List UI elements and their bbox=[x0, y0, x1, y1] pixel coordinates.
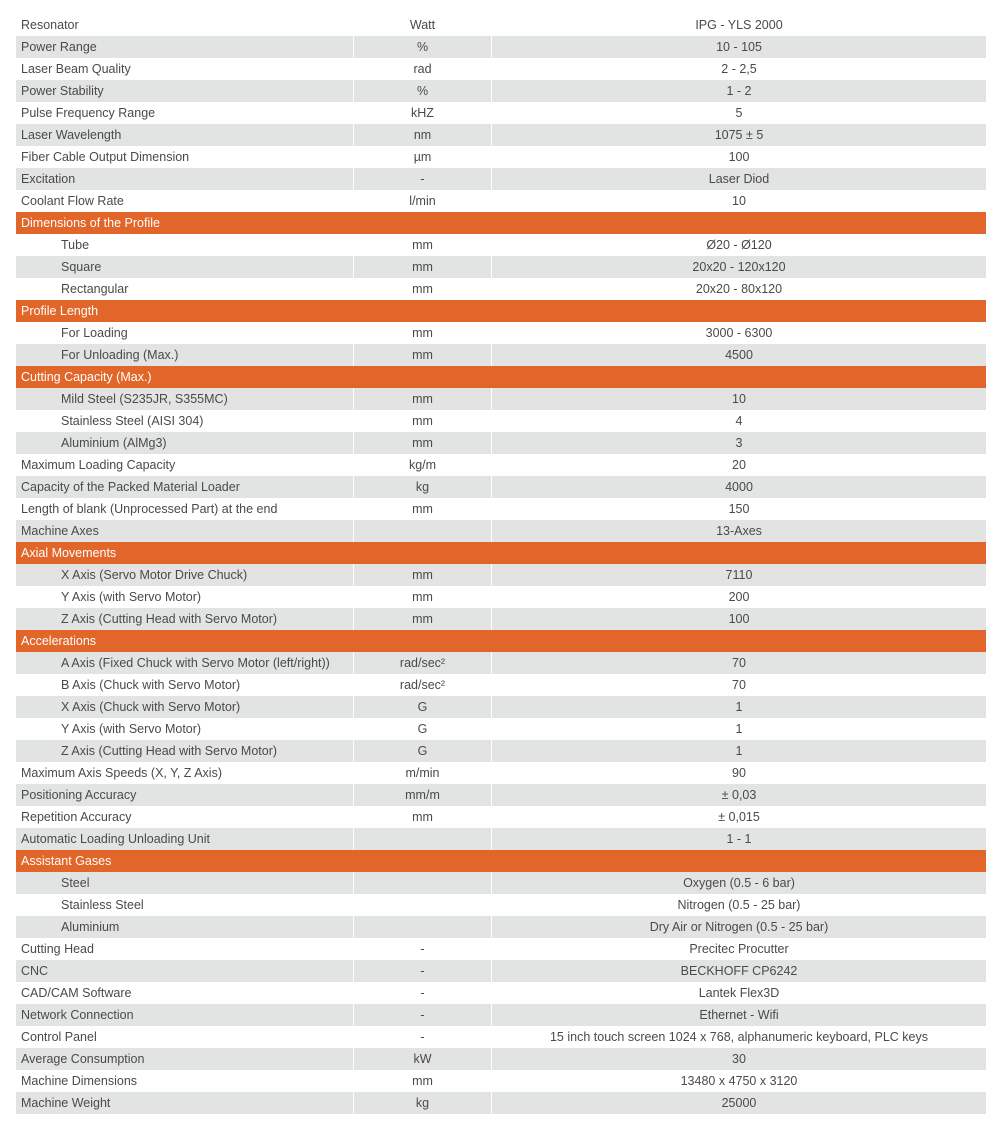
spec-value: 1 - 2 bbox=[492, 80, 986, 102]
spec-unit: - bbox=[354, 1026, 491, 1048]
spec-value: 15 inch touch screen 1024 x 768, alphanumeric keyboard, PLC keys bbox=[492, 1026, 986, 1048]
spec-label: Machine Axes bbox=[16, 520, 353, 542]
section-header bbox=[16, 630, 986, 652]
section-title: Accelerations bbox=[21, 634, 97, 648]
spec-subrow bbox=[16, 872, 986, 894]
spec-label: Stainless Steel (AISI 304) bbox=[16, 410, 353, 432]
spec-value: 70 bbox=[492, 674, 986, 696]
spec-row bbox=[16, 80, 986, 102]
spec-value: 20x20 - 120x120 bbox=[492, 256, 986, 278]
spec-label: Z Axis (Cutting Head with Servo Motor) bbox=[16, 608, 353, 630]
spec-label: Capacity of the Packed Material Loader bbox=[16, 476, 353, 498]
spec-label: Maximum Loading Capacity bbox=[16, 454, 353, 476]
spec-label: Aluminium bbox=[16, 916, 353, 938]
spec-value: 3 bbox=[492, 432, 986, 454]
spec-row bbox=[16, 784, 986, 806]
spec-unit: mm bbox=[354, 498, 491, 520]
spec-unit: G bbox=[354, 718, 491, 740]
spec-value: 10 - 105 bbox=[492, 36, 986, 58]
spec-subrow bbox=[16, 608, 986, 630]
spec-value: 100 bbox=[492, 146, 986, 168]
spec-unit: kg/m bbox=[354, 454, 491, 476]
spec-row bbox=[16, 498, 986, 520]
spec-label: Positioning Accuracy bbox=[16, 784, 353, 806]
spec-value: 3000 - 6300 bbox=[492, 322, 986, 344]
spec-value: BECKHOFF CP6242 bbox=[492, 960, 986, 982]
spec-subrow bbox=[16, 388, 986, 410]
spec-unit: m/min bbox=[354, 762, 491, 784]
spec-label: A Axis (Fixed Chuck with Servo Motor (left/right)) bbox=[16, 652, 353, 674]
spec-label: Pulse Frequency Range bbox=[16, 102, 353, 124]
spec-value: 7110 bbox=[492, 564, 986, 586]
spec-value: Laser Diod bbox=[492, 168, 986, 190]
spec-row bbox=[16, 476, 986, 498]
spec-label: Machine Weight bbox=[16, 1092, 353, 1114]
spec-unit: mm bbox=[354, 608, 491, 630]
spec-row bbox=[16, 146, 986, 168]
spec-row bbox=[16, 806, 986, 828]
spec-label: Power Stability bbox=[16, 80, 353, 102]
spec-unit: - bbox=[354, 168, 491, 190]
spec-value: 1 bbox=[492, 696, 986, 718]
spec-label: B Axis (Chuck with Servo Motor) bbox=[16, 674, 353, 696]
spec-unit: mm bbox=[354, 410, 491, 432]
spec-row bbox=[16, 960, 986, 982]
spec-unit: % bbox=[354, 36, 491, 58]
spec-label: Steel bbox=[16, 872, 353, 894]
spec-unit: mm bbox=[354, 564, 491, 586]
spec-value: 1 - 1 bbox=[492, 828, 986, 850]
spec-unit: mm bbox=[354, 432, 491, 454]
spec-label: Cutting Head bbox=[16, 938, 353, 960]
section-header bbox=[16, 300, 986, 322]
spec-value: Lantek Flex3D bbox=[492, 982, 986, 1004]
spec-row bbox=[16, 938, 986, 960]
spec-unit: % bbox=[354, 80, 491, 102]
spec-value: 4 bbox=[492, 410, 986, 432]
spec-unit: rad/sec² bbox=[354, 652, 491, 674]
spec-label: Tube bbox=[16, 234, 353, 256]
spec-unit: kg bbox=[354, 476, 491, 498]
spec-value: Dry Air or Nitrogen (0.5 - 25 bar) bbox=[492, 916, 986, 938]
section-title: Axial Movements bbox=[21, 546, 117, 560]
section-title: Cutting Capacity (Max.) bbox=[21, 370, 152, 384]
spec-subrow bbox=[16, 894, 986, 916]
spec-unit: - bbox=[354, 982, 491, 1004]
spec-value: IPG - YLS 2000 bbox=[492, 14, 986, 36]
spec-label: Automatic Loading Unloading Unit bbox=[16, 828, 353, 850]
spec-subrow bbox=[16, 410, 986, 432]
spec-unit: G bbox=[354, 740, 491, 762]
spec-unit: kHZ bbox=[354, 102, 491, 124]
spec-value: Oxygen (0.5 - 6 bar) bbox=[492, 872, 986, 894]
spec-row bbox=[16, 1070, 986, 1092]
section-header bbox=[16, 366, 986, 388]
spec-value: 150 bbox=[492, 498, 986, 520]
spec-row bbox=[16, 36, 986, 58]
spec-value: 20x20 - 80x120 bbox=[492, 278, 986, 300]
spec-label: Y Axis (with Servo Motor) bbox=[16, 586, 353, 608]
spec-row bbox=[16, 102, 986, 124]
spec-value: 10 bbox=[492, 388, 986, 410]
spec-label: X Axis (Chuck with Servo Motor) bbox=[16, 696, 353, 718]
spec-subrow bbox=[16, 586, 986, 608]
spec-subrow bbox=[16, 234, 986, 256]
spec-value: 70 bbox=[492, 652, 986, 674]
spec-row bbox=[16, 190, 986, 212]
spec-unit: rad/sec² bbox=[354, 674, 491, 696]
spec-label: Power Range bbox=[16, 36, 353, 58]
spec-label: Control Panel bbox=[16, 1026, 353, 1048]
spec-label: Laser Beam Quality bbox=[16, 58, 353, 80]
spec-label: For Loading bbox=[16, 322, 353, 344]
spec-label: Excitation bbox=[16, 168, 353, 190]
section-header bbox=[16, 212, 986, 234]
spec-subrow bbox=[16, 740, 986, 762]
section-header bbox=[16, 542, 986, 564]
spec-unit: - bbox=[354, 1004, 491, 1026]
spec-label: Y Axis (with Servo Motor) bbox=[16, 718, 353, 740]
section-title: Assistant Gases bbox=[21, 854, 112, 868]
spec-row bbox=[16, 1092, 986, 1114]
spec-unit: - bbox=[354, 960, 491, 982]
spec-subrow bbox=[16, 344, 986, 366]
spec-label: For Unloading (Max.) bbox=[16, 344, 353, 366]
spec-row bbox=[16, 828, 986, 850]
spec-subrow bbox=[16, 696, 986, 718]
spec-row bbox=[16, 1026, 986, 1048]
spec-label: Mild Steel (S235JR, S355MC) bbox=[16, 388, 353, 410]
spec-row bbox=[16, 454, 986, 476]
spec-label: Length of blank (Unprocessed Part) at the end bbox=[16, 498, 353, 520]
spec-row bbox=[16, 520, 986, 542]
spec-unit: mm bbox=[354, 586, 491, 608]
spec-value: 25000 bbox=[492, 1092, 986, 1114]
spec-row bbox=[16, 58, 986, 80]
spec-value: Ethernet - Wifi bbox=[492, 1004, 986, 1026]
spec-value: 2 - 2,5 bbox=[492, 58, 986, 80]
spec-unit bbox=[354, 828, 491, 850]
spec-subrow bbox=[16, 674, 986, 696]
spec-row bbox=[16, 1004, 986, 1026]
spec-label: Network Connection bbox=[16, 1004, 353, 1026]
spec-label: CAD/CAM Software bbox=[16, 982, 353, 1004]
spec-value: 1 bbox=[492, 718, 986, 740]
spec-unit: kW bbox=[354, 1048, 491, 1070]
spec-unit: mm bbox=[354, 806, 491, 828]
section-header bbox=[16, 850, 986, 872]
spec-value: 10 bbox=[492, 190, 986, 212]
spec-unit bbox=[354, 894, 491, 916]
spec-subrow bbox=[16, 432, 986, 454]
spec-row bbox=[16, 1048, 986, 1070]
spec-subrow bbox=[16, 256, 986, 278]
spec-label: CNC bbox=[16, 960, 353, 982]
spec-unit: mm bbox=[354, 234, 491, 256]
spec-label: Aluminium (AlMg3) bbox=[16, 432, 353, 454]
spec-subrow bbox=[16, 652, 986, 674]
spec-value: 13-Axes bbox=[492, 520, 986, 542]
spec-unit: G bbox=[354, 696, 491, 718]
spec-row bbox=[16, 14, 986, 36]
spec-value: 5 bbox=[492, 102, 986, 124]
spec-label: Average Consumption bbox=[16, 1048, 353, 1070]
spec-value: 100 bbox=[492, 608, 986, 630]
spec-unit: - bbox=[354, 938, 491, 960]
spec-label: Stainless Steel bbox=[16, 894, 353, 916]
spec-label: Square bbox=[16, 256, 353, 278]
spec-value: 13480 x 4750 x 3120 bbox=[492, 1070, 986, 1092]
spec-label: Machine Dimensions bbox=[16, 1070, 353, 1092]
spec-row bbox=[16, 982, 986, 1004]
spec-unit bbox=[354, 872, 491, 894]
spec-subrow bbox=[16, 278, 986, 300]
spec-unit: mm bbox=[354, 256, 491, 278]
specifications-table bbox=[16, 14, 986, 1114]
spec-value: 30 bbox=[492, 1048, 986, 1070]
spec-label: Maximum Axis Speeds (X, Y, Z Axis) bbox=[16, 762, 353, 784]
spec-label: Rectangular bbox=[16, 278, 353, 300]
spec-value: Precitec Procutter bbox=[492, 938, 986, 960]
spec-unit: mm bbox=[354, 344, 491, 366]
spec-subrow bbox=[16, 718, 986, 740]
spec-unit: kg bbox=[354, 1092, 491, 1114]
spec-label: Resonator bbox=[16, 14, 353, 36]
spec-unit: mm bbox=[354, 278, 491, 300]
spec-label: Fiber Cable Output Dimension bbox=[16, 146, 353, 168]
spec-value: 4000 bbox=[492, 476, 986, 498]
spec-row bbox=[16, 762, 986, 784]
spec-row bbox=[16, 168, 986, 190]
spec-value: 1075 ± 5 bbox=[492, 124, 986, 146]
spec-label: X Axis (Servo Motor Drive Chuck) bbox=[16, 564, 353, 586]
spec-row bbox=[16, 124, 986, 146]
spec-unit: Watt bbox=[354, 14, 491, 36]
spec-subrow bbox=[16, 916, 986, 938]
spec-subrow bbox=[16, 322, 986, 344]
spec-label: Laser Wavelength bbox=[16, 124, 353, 146]
section-title: Profile Length bbox=[21, 304, 99, 318]
spec-unit: nm bbox=[354, 124, 491, 146]
spec-value: ± 0,015 bbox=[492, 806, 986, 828]
spec-unit: l/min bbox=[354, 190, 491, 212]
spec-label: Coolant Flow Rate bbox=[16, 190, 353, 212]
spec-label: Z Axis (Cutting Head with Servo Motor) bbox=[16, 740, 353, 762]
spec-unit bbox=[354, 916, 491, 938]
spec-label: Repetition Accuracy bbox=[16, 806, 353, 828]
spec-unit: rad bbox=[354, 58, 491, 80]
section-title: Dimensions of the Profile bbox=[21, 216, 160, 230]
spec-value: 20 bbox=[492, 454, 986, 476]
spec-unit: µm bbox=[354, 146, 491, 168]
spec-unit: mm/m bbox=[354, 784, 491, 806]
spec-subrow bbox=[16, 564, 986, 586]
spec-value: 90 bbox=[492, 762, 986, 784]
spec-value: 4500 bbox=[492, 344, 986, 366]
spec-value: ± 0,03 bbox=[492, 784, 986, 806]
spec-value: Nitrogen (0.5 - 25 bar) bbox=[492, 894, 986, 916]
spec-value: Ø20 - Ø120 bbox=[492, 234, 986, 256]
spec-unit: mm bbox=[354, 322, 491, 344]
spec-unit: mm bbox=[354, 1070, 491, 1092]
spec-unit: mm bbox=[354, 388, 491, 410]
spec-value: 200 bbox=[492, 586, 986, 608]
spec-value: 1 bbox=[492, 740, 986, 762]
spec-unit bbox=[354, 520, 491, 542]
